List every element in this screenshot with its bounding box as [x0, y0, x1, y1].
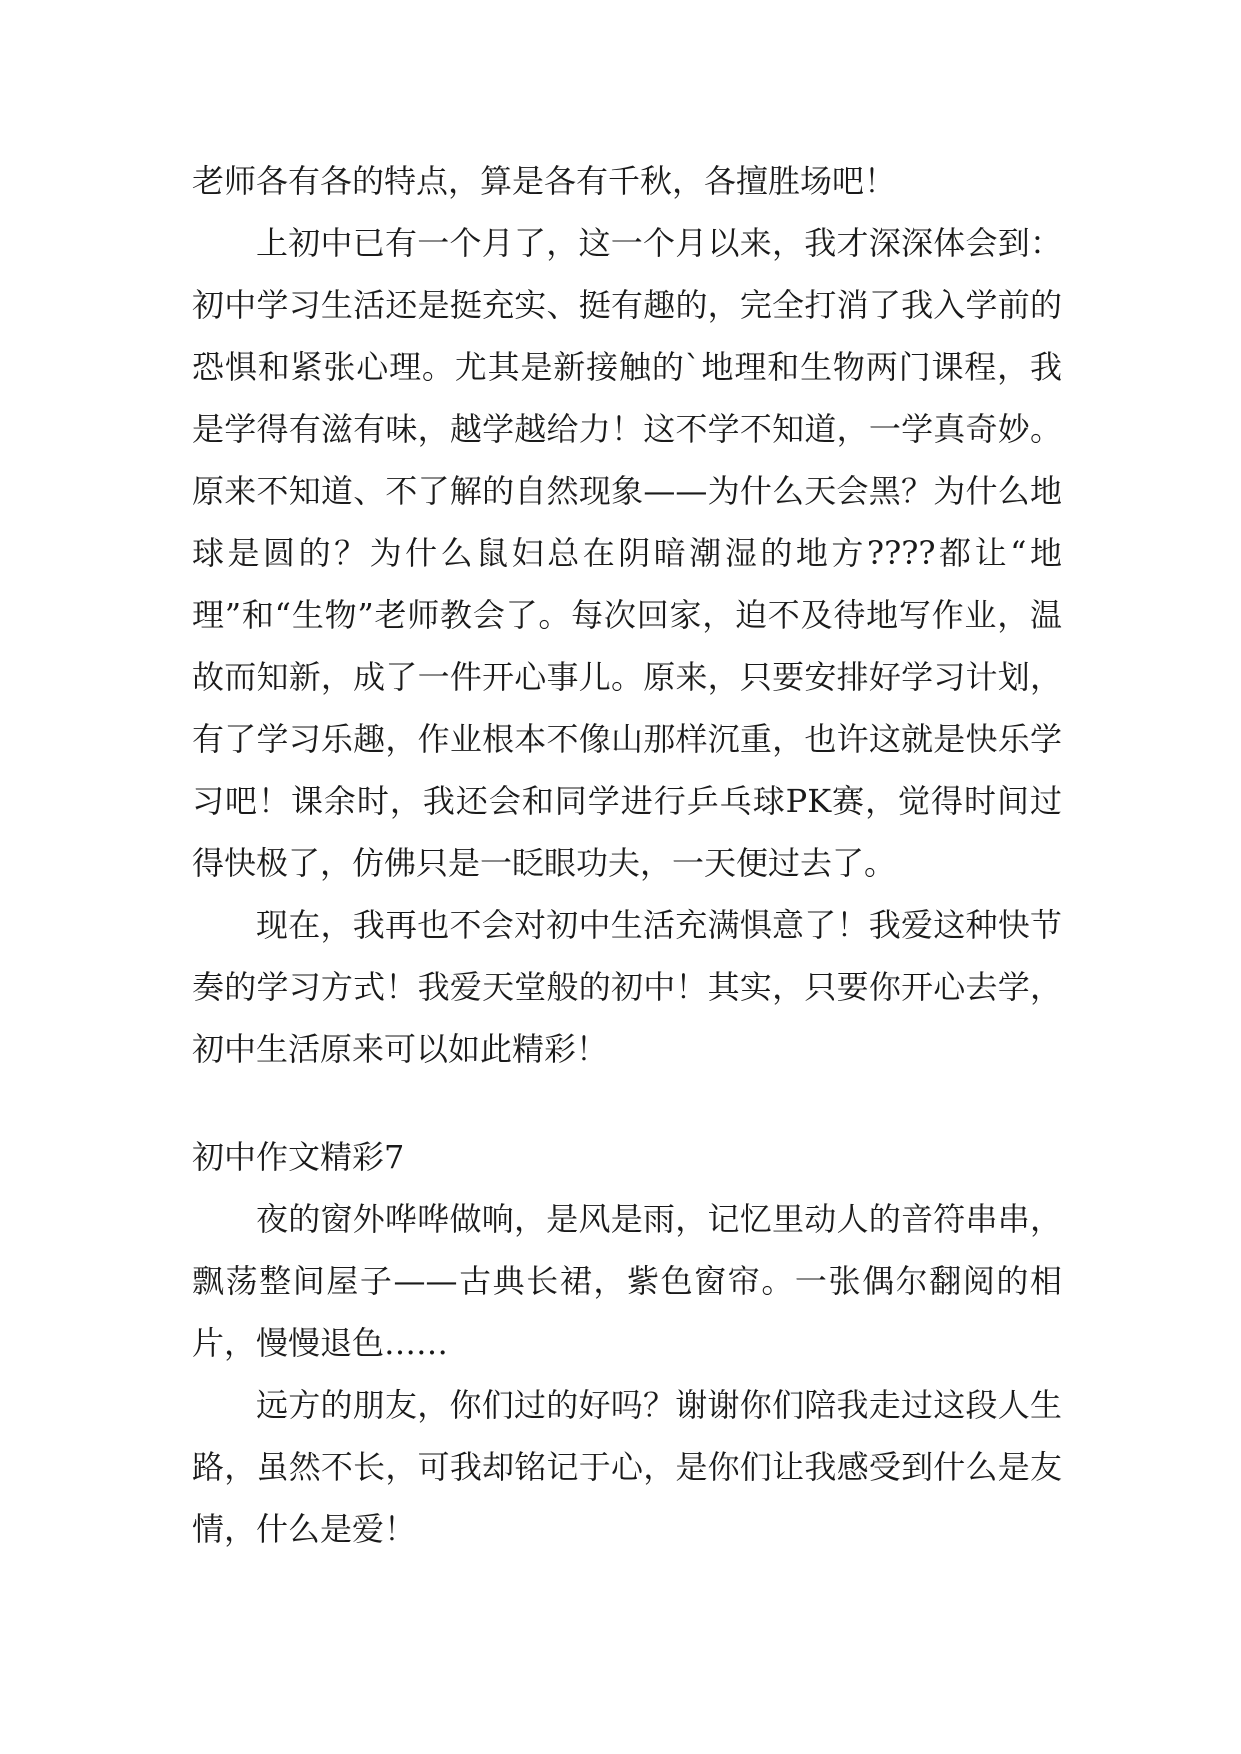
- paragraph: 夜的窗外哗哗做响，是风是雨，记忆里动人的音符串串，飘荡整间屋子——古典长裙，紫色窗帘。一张偶尔翻阅的相片，慢慢退色……: [192, 1200, 1062, 1362]
- section-spacer: [192, 1080, 1062, 1126]
- paragraph: 现在，我再也不会对初中生活充满惧意了！我爱这种快节奏的学习方式！我爱天堂般的初中！其实，只要你开心去学，初中生活原来可以如此精彩！: [192, 906, 1062, 1068]
- paragraph: 上初中已有一个月了，这一个月以来，我才深深体会到：初中学习生活还是挺充实、挺有趣的，完全打消了我入学前的恐惧和紧张心理。尤其是新接触的`地理和生物两门课程，我是学得有滋有味，越学越给力！这不学不知道，一学真奇妙。原来不知道、不了解的自然现象——为什么天会黑？为什么地球是圆的？为什么鼠妇总在阴暗潮湿的地方????都让“地理”和“生物”老师教会了。每次回家，迫不及待地写作业，温故而知新，成了一件开心事儿。原来，只要安排好学习计划，有了学习乐趣，作业根本不像山那样沉重，也许这就是快乐学习吧！课余时，我还会和同学进行乒乓球PK赛，觉得时间过得快极了，仿佛只是一眨眼功夫，一天便过去了。: [192, 224, 1062, 882]
- paragraph: 远方的朋友，你们过的好吗？谢谢你们陪我走过这段人生路，虽然不长，可我却铭记于心，是你们让我感受到什么是友情，什么是爱！: [192, 1386, 1062, 1548]
- paragraph: 老师各有各的特点，算是各有千秋，各擅胜场吧！: [192, 162, 897, 200]
- section-title: 初中作文精彩7: [192, 1138, 405, 1176]
- document-body: [192, 150, 1062, 1560]
